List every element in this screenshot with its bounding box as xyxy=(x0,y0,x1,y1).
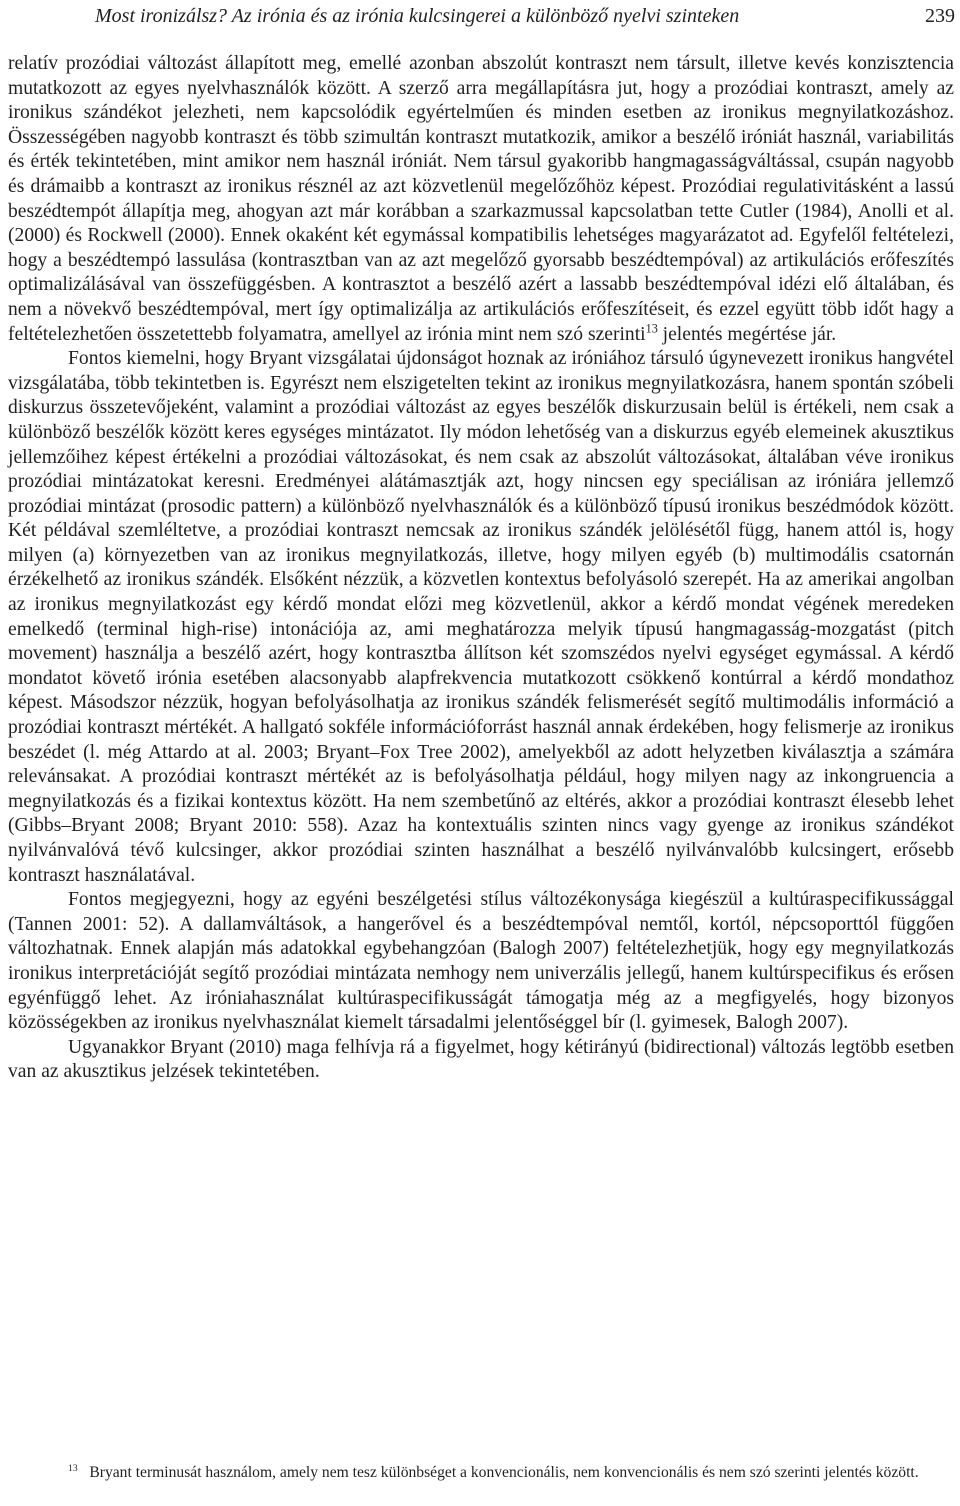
paragraph-3: Fontos megjegyezni, hogy az egyéni beszélgetési stílus változékonysága kiegészül a kultúraspecifikussággal (Tannen 2001: 52). A dallamváltások, a hangerővel és a beszédtempóval nemtől, kortól, népcsoporttól függően változhatnak. Ennek alapján más adatokkal egybehangzóan (Balogh 2007) feltételezhetjük, hogy egy megnyilatkozás ironikus interpretációját segítő prozódiai mintázata nemhogy nem univerzális jellegű, hanem kultúrspecifikus és erősen egyénfüggő lehet. Az iróniahasználat kultúraspecifikusságát támogatja még az a megfigyelés, hogy bizonyos közösségekben az ironikus nyelvhasználat kiemelt társadalmi jelentőséggel bír (l. gyimesek, Balogh 2007). xyxy=(8,889,954,1034)
paragraph-4: Ugyanakkor Bryant (2010) maga felhívja rá a figyelmet, hogy kétirányú (bidirectional) változás legtöbb esetben van az akusztikus jelzések tekintetében. xyxy=(8,1036,954,1083)
footnote-divider xyxy=(8,1440,138,1441)
footnote-number: 13 xyxy=(68,1462,78,1474)
running-header xyxy=(95,3,955,29)
footnote-reference[interactable]: 13 xyxy=(645,321,658,335)
paragraph-1-text: relatív prozódiai változást állapított meg, emellé azonban abszolút kontraszt nem társult, illetve kevés konzisztencia mutatkozott az egyes nyelvhasználók között. A szerző arra megállapításra jut, hogy a prozódiai kontraszt, amely az ironikus szándékot jelezheti, nem kapcsolódik egyértelműen és minden esetben az ironikus megnyilatkozáshoz. Összességében nagyobb kontraszt és több szimultán kontraszt mutatkozik, amikor a beszélő iróniát használ, variabilitás és érték tekintetében, mint amikor nem használ iróniát. Nem társul gyakoribb hangmagasságváltással, csupán nagyobb és drámaibb a kontraszt az ironikus résznél az azt közvetlenül megelőzőhöz képest. Prozódiai regulativitásként a lassú beszédtempót állapítja meg, ahogyan azt már korábban a szarkazmussal kapcsolatban tette Cutler (1984), Anolli et al. (2000) és Rockwell (2000). Ennek okaként két egymással kompatibilis lehetséges magyarázatot ad. Egyfelől feltételezi, hogy a beszédtempó lassulása (kontrasztban van az azt megelőző gyorsabb beszédtempóval) az artikulációs erőfeszítés optimalizálásával van összefüggésben. A kontrasztot a beszélő azért a lassabb beszédtempóval idézi elő általában, és nem a növekvő beszédtempóval, mert így optimalizálja az artikulációs erőfeszítéseit, és ezzel együtt több időt hagy a feltételezhetően összetettebb folyamatra, amellyel az irónia mint nem szó szerinti xyxy=(8,53,954,345)
running-title: Most ironizálsz? Az irónia és az irónia kulcsingerei a különböző nyelvi szinteken xyxy=(95,5,740,27)
paragraph-1-tail: jelentés megértése jár. xyxy=(657,323,837,345)
footnote xyxy=(8,1463,954,1483)
footnote-text: Bryant terminusát használom, amely nem tesz különbséget a konvencionális, nem konvencionális és nem szó szerinti jelentés között. xyxy=(89,1464,919,1481)
page-number: 239 xyxy=(925,5,955,27)
body-text xyxy=(8,52,954,1085)
paragraph-1 xyxy=(8,52,954,347)
paragraph-2: Fontos kiemelni, hogy Bryant vizsgálatai újdonságot hoznak az iróniához társuló úgynevezett ironikus hangvétel vizsgálatába, több tekintetben is. Egyrészt nem elszigetelten tekint az ironikus megnyilatkozásra, hanem spontán szóbeli diskurzus összetevőjeként, valamint a prozódiai változást az egyes beszélők diskurzusain belül is értékeli, nem csak a különböző beszélők között keres egységes mintázatot. Ily módon lehetőség van a diskurzus egyéb elemeinek akusztikus jellemzőihez képest értékelni a prozódiai változásokat, és nem csak az abszolút változásokat, általában véve ironikus prozódiai mintázatokat keresni. Eredményei alátámasztják azt, hogy nincsen egy speciálisan az iróniára jellemző prozódiai mintázat (prosodic pattern) a különböző nyelvhasználók és a különböző típusú ironikus beszédmódok között. Két példával szemléltetve, a prozódiai kontraszt nemcsak az ironikus szándék jelölésétől függ, hanem attól is, hogy milyen (a) környezetben van az ironikus megnyilatkozás, illetve, hogy milyen egyéb (b) multimodális csatornán érzékelhető az ironikus szándék. Elsőként nézzük, a közvetlen kontextus befolyásoló szerepét. Ha az amerikai angolban az ironikus megnyilatkozást egy kérdő mondat előzi meg közvetlenül, akkor a kérdő mondat végének meredeken emelkedő (terminal high-rise) intonációja az, ami meghatározza melyik típusú hangmagasság-mozgatást (pitch movement) használja a beszélő azért, hogy kontrasztba állítson két szomszédos nyelvi egységet egymással. A kérdő mondatot követő irónia esetében alacsonyabb alapfrekvencia mutatkozott csökkenő kontúrral a kérdő mondathoz képest. Másodszor nézzük, hogyan befolyásolhatja az ironikus szándék felismerését segítő multimodális információ a prozódiai kontraszt mértékét. A hallgató sokféle információforrást használ annak érdekében, hogy felismerje az ironikus beszédet (l. még Attardo at al. 2003; Bryant–Fox Tree 2002), amelyekből az adott helyzetben kiválasztja a számára relevánsakat. A prozódiai kontraszt mértékét az is befolyásolhatja például, hogy milyen nagy az inkongruencia a megnyilatkozás és a fizikai kontextus között. Ha nem szembetűnő az eltérés, akkor a prozódiai kontraszt élesebb lehet (Gibbs–Bryant 2008; Bryant 2010: 558). Azaz ha kontextuális szinten nincs vagy gyenge az ironikus szándékot nyilvánvalóvá tévő kulcsinger, akkor prozódiai szinten használhat a beszélő nyilvánvalóbb kulcsingert, erősebb kontraszt használatával. xyxy=(8,348,954,886)
